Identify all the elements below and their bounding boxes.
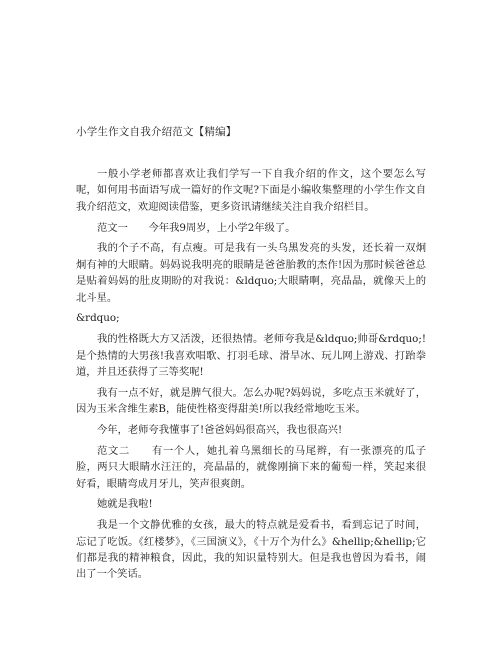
paragraph-reading: 我是一个文静优雅的女孩，最大的特点就是爱看书，看到忘记了时间，忘记了吃饭。《红楼梦》，《三国演义》，《十万个为什么》&hellip;&hellip;它们都是我的精神粮食，因此，我的知识量特别大。但是我也曾因为看书，闹出了一个笑话。 [76, 519, 426, 581]
paragraph-praise: 今年，老师夸我懂事了!爸爸妈妈很高兴，我也很高兴! [97, 424, 343, 437]
paragraph-thats-me: 她就是我啦! [97, 498, 153, 511]
paragraph-appearance: 我的个子不高，有点瘦。可是我有一头乌黑发亮的头发，还长着一双炯炯有神的大眼睛。妈妈说我明亮的眼睛是爸爸胎教的杰作!因为那时候爸爸总是贴着妈妈的肚皮期盼的对我说：&ldquo;大眼睛啊，亮晶晶，就像天上的北斗星。 [76, 242, 426, 304]
paragraph-personality: 我的性格既大方又活泼，还很热情。老师夸我是&ldquo;帅哥&rdquo;!是个热情的大男孩!我喜欢唱歌、打羽毛球、滑旱冰、玩儿网上游戏、打跆拳道，并且还获得了三等奖呢! [76, 333, 426, 379]
paragraph-quote-end: &rdquo; [76, 312, 120, 325]
document-body [76, 166, 426, 587]
paragraph-sample-one-heading: 范文一 今年我9周岁，上小学2年级了。 [97, 221, 296, 234]
document-title: 小学生作文自我介绍范文【精编】 [76, 126, 237, 138]
paragraph-temper: 我有一点不好，就是脾气很大。怎么办呢?妈妈说，多吃点玉米就好了，因为玉米含维生素B，能使性格变得甜美!所以我经常地吃玉米。 [76, 386, 426, 416]
paragraph-sample-two: 范文二 有一个人，她扎着乌黑细长的马尾辫，有一张漂亮的瓜子脸，两只大眼睛水汪汪的，亮晶晶的，就像刚摘下来的葡萄一样，笑起来很好看，眼睛弯成月牙儿，笑声很爽朗。 [76, 444, 426, 490]
paragraph-intro: 一般小学老师都喜欢让我们学写一下自我介绍的作文，这个要怎么写呢，如何用书面语写成一篇好的作文呢?下面是小编收集整理的小学生作文自我介绍范文，欢迎阅读借鉴，更多资讯请继续关注自我介绍栏目。 [76, 168, 426, 213]
